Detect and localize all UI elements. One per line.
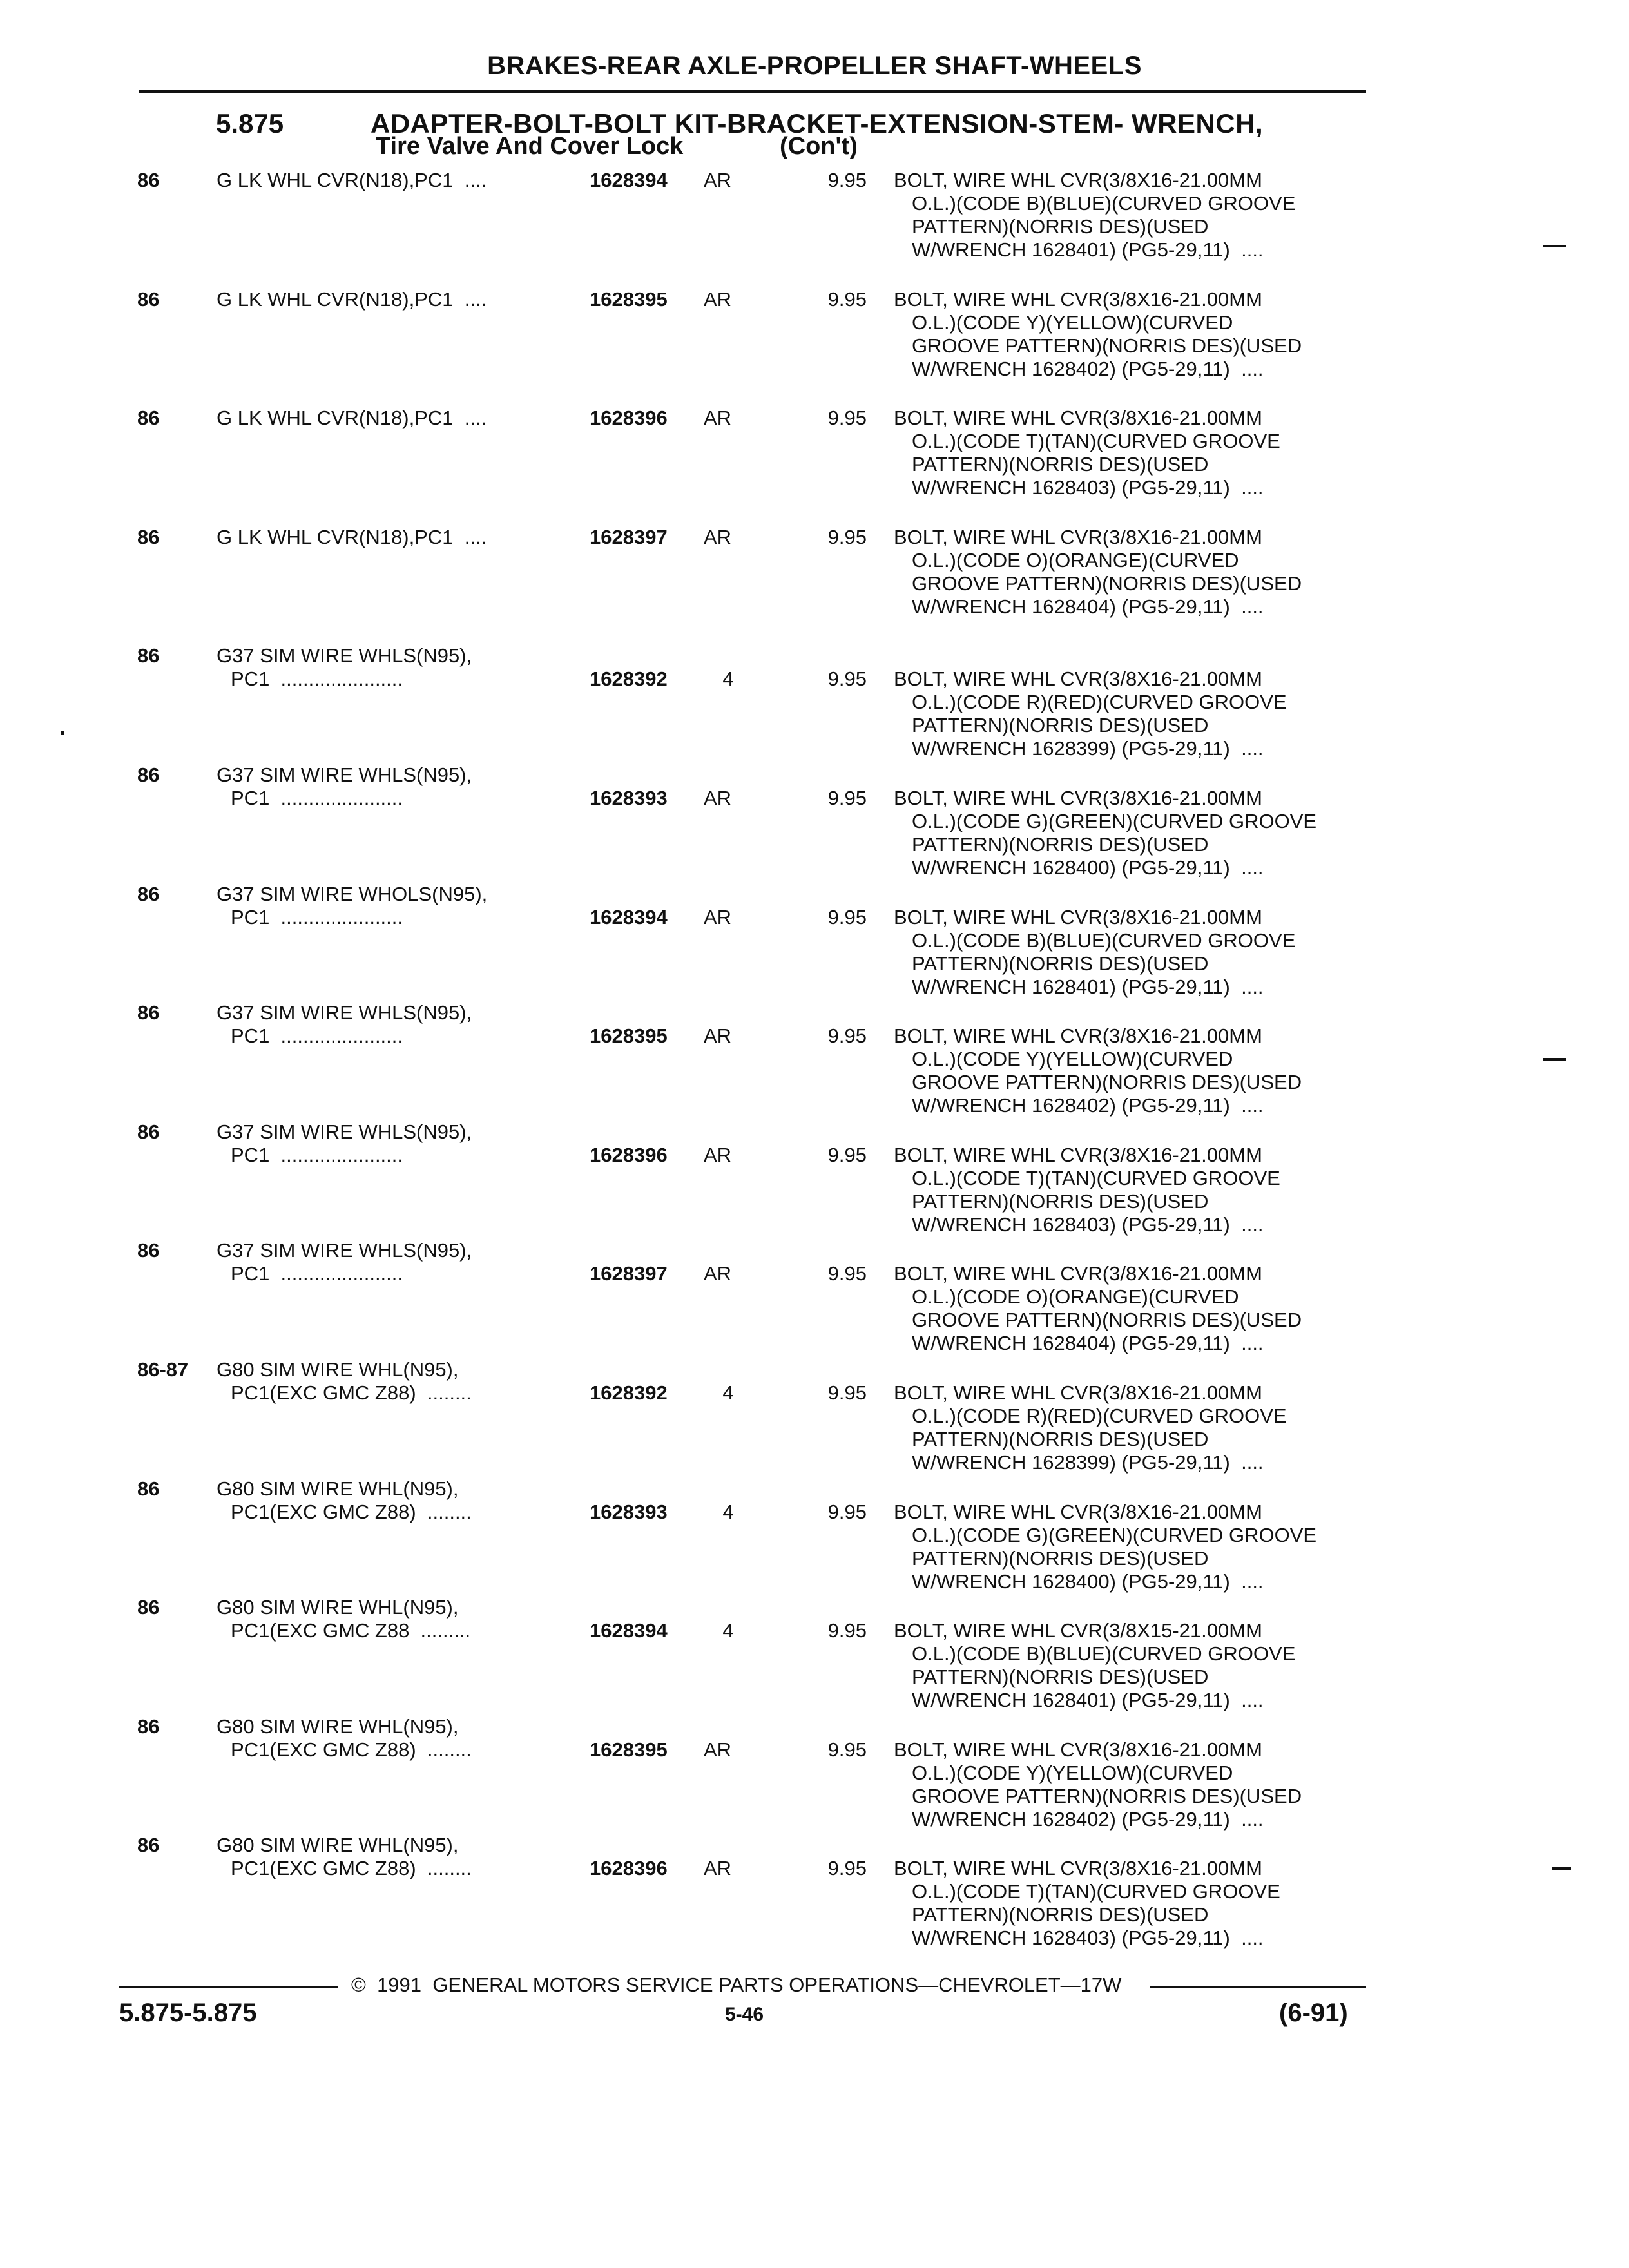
description-line: BOLT, WIRE WHL CVR(3/8X16-21.00MM — [894, 287, 1262, 311]
margin-mark — [1543, 245, 1566, 247]
model-year: 86 — [137, 1477, 160, 1500]
quantity: AR — [704, 1024, 732, 1048]
quantity: AR — [704, 787, 732, 809]
description-line: W/WRENCH 1628403) (PG5-29,11) .... — [912, 1927, 1264, 1950]
description-line: BOLT, WIRE WHL CVR(3/8X16-21.00MM — [894, 1024, 1262, 1048]
section-continued: (Con't) — [780, 133, 858, 160]
part-description — [894, 1501, 1371, 1593]
section-number: 5.875 — [216, 108, 284, 139]
part-number: 1628396 — [590, 1143, 668, 1166]
quantity: 4 — [722, 668, 734, 691]
usage-text-continued: PC1(EXC GMC Z88) ........ — [231, 1381, 472, 1404]
part-description — [894, 169, 1371, 262]
model-year: 86 — [137, 1596, 160, 1619]
description-line: O.L.)(CODE G)(GREEN)(CURVED GROOVE — [912, 1523, 1317, 1546]
list-item — [0, 644, 1629, 760]
list-item — [0, 407, 1629, 517]
price: 9.95 — [827, 787, 867, 809]
description-line: O.L.)(CODE T)(TAN)(CURVED GROOVE — [912, 430, 1280, 453]
page-header-title: BRAKES-REAR AXLE-PROPELLER SHAFT-WHEELS — [487, 52, 1142, 80]
usage-text-continued: PC1 ...................... — [231, 1024, 403, 1048]
price: 9.95 — [827, 1262, 867, 1285]
usage-text: G37 SIM WIRE WHLS(N95), — [217, 1120, 472, 1143]
margin-mark — [1552, 1867, 1571, 1870]
usage-text-continued: PC1(EXC GMC Z88 ......... — [231, 1619, 471, 1642]
part-number: 1628392 — [590, 668, 668, 691]
description-line: O.L.)(CODE R)(RED)(CURVED GROOVE — [912, 1405, 1287, 1427]
margin-mark — [1543, 1058, 1566, 1061]
quantity: AR — [704, 1262, 732, 1285]
model-year: 86 — [137, 644, 160, 668]
usage-text: G LK WHL CVR(N18),PC1 .... — [217, 287, 487, 311]
usage-text: G80 SIM WIRE WHL(N95), — [217, 1358, 459, 1381]
footer-copyright: © 1991 GENERAL MOTORS SERVICE PARTS OPERATIONS—CHEVROLET—17W — [351, 1974, 1122, 1996]
description-line: PATTERN)(NORRIS DES)(USED — [912, 1428, 1209, 1450]
description-line: O.L.)(CODE T)(TAN)(CURVED GROOVE — [912, 1166, 1280, 1189]
description-line: BOLT, WIRE WHL CVR(3/8X16-21.00MM — [894, 668, 1262, 691]
list-item — [0, 1001, 1629, 1117]
price: 9.95 — [827, 1143, 867, 1166]
model-year: 86 — [137, 407, 160, 430]
description-line: O.L.)(CODE Y)(YELLOW)(CURVED — [912, 1761, 1233, 1784]
usage-text: G80 SIM WIRE WHL(N95), — [217, 1596, 459, 1619]
description-line: PATTERN)(NORRIS DES)(USED — [912, 952, 1209, 975]
part-number: 1628396 — [590, 1857, 668, 1880]
usage-text: G LK WHL CVR(N18),PC1 .... — [217, 407, 487, 430]
price: 9.95 — [827, 407, 867, 430]
part-number: 1628397 — [590, 525, 668, 548]
quantity: 4 — [722, 1500, 734, 1523]
model-year: 86 — [137, 169, 160, 191]
part-description — [894, 906, 1371, 999]
description-line: PATTERN)(NORRIS DES)(USED — [912, 215, 1209, 238]
usage-text: G37 SIM WIRE WHLS(N95), — [217, 764, 472, 786]
usage-text-continued: PC1 ...................... — [231, 668, 403, 691]
part-description — [894, 1738, 1371, 1831]
description-line: PATTERN)(NORRIS DES)(USED — [912, 1189, 1209, 1213]
part-number: 1628394 — [590, 1619, 668, 1642]
usage-text: G37 SIM WIRE WHLS(N95), — [217, 1239, 472, 1262]
description-line: PATTERN)(NORRIS DES)(USED — [912, 1903, 1209, 1927]
quantity: AR — [704, 525, 732, 548]
description-line: W/WRENCH 1628404) (PG5-29,11) .... — [912, 1332, 1264, 1355]
list-item — [0, 882, 1629, 998]
footer-section-range: 5.875-5.875 — [119, 1999, 257, 2027]
description-line: GROOVE PATTERN)(NORRIS DES)(USED — [912, 1309, 1302, 1332]
quantity: AR — [704, 169, 732, 191]
part-description — [894, 787, 1371, 879]
part-description — [894, 288, 1371, 381]
usage-text: G80 SIM WIRE WHL(N95), — [217, 1477, 459, 1500]
usage-text: G80 SIM WIRE WHL(N95), — [217, 1715, 459, 1738]
quantity: 4 — [722, 1619, 734, 1642]
part-description — [894, 1024, 1371, 1117]
usage-text-continued: PC1(EXC GMC Z88) ........ — [231, 1738, 472, 1761]
description-line: GROOVE PATTERN)(NORRIS DES)(USED — [912, 1071, 1302, 1094]
description-line: O.L.)(CODE Y)(YELLOW)(CURVED — [912, 1048, 1233, 1071]
description-line: GROOVE PATTERN)(NORRIS DES)(USED — [912, 334, 1302, 357]
part-number: 1628397 — [590, 1262, 668, 1285]
footer-rule-right — [1150, 1986, 1366, 1988]
price: 9.95 — [827, 905, 867, 928]
part-description — [894, 407, 1371, 499]
quantity: AR — [704, 407, 732, 430]
list-item — [0, 1834, 1629, 1950]
part-description — [894, 1857, 1371, 1950]
description-line: O.L.)(CODE B)(BLUE)(CURVED GROOVE — [912, 192, 1296, 215]
list-item — [0, 1715, 1629, 1831]
model-year: 86 — [137, 525, 160, 548]
list-item — [0, 1477, 1629, 1593]
list-item — [0, 526, 1629, 637]
description-line: O.L.)(CODE G)(GREEN)(CURVED GROOVE — [912, 810, 1317, 832]
description-line: W/WRENCH 1628401) (PG5-29,11) .... — [912, 238, 1264, 261]
usage-text: G37 SIM WIRE WHOLS(N95), — [217, 882, 488, 905]
price: 9.95 — [827, 1857, 867, 1880]
description-line: W/WRENCH 1628402) (PG5-29,11) .... — [912, 1094, 1264, 1117]
price: 9.95 — [827, 1619, 867, 1642]
description-line: PATTERN)(NORRIS DES)(USED — [912, 1546, 1209, 1570]
usage-text-continued: PC1 ...................... — [231, 905, 403, 928]
price: 9.95 — [827, 169, 867, 191]
description-line: PATTERN)(NORRIS DES)(USED — [912, 714, 1209, 737]
description-line: O.L.)(CODE T)(TAN)(CURVED GROOVE — [912, 1880, 1280, 1903]
description-line: O.L.)(CODE B)(BLUE)(CURVED GROOVE — [912, 1642, 1296, 1666]
description-line: O.L.)(CODE B)(BLUE)(CURVED GROOVE — [912, 928, 1296, 952]
list-item — [0, 1239, 1629, 1355]
description-line: BOLT, WIRE WHL CVR(3/8X16-21.00MM — [894, 1143, 1262, 1166]
header-rule — [139, 90, 1366, 93]
description-line: W/WRENCH 1628401) (PG5-29,11) .... — [912, 1689, 1264, 1712]
part-number: 1628392 — [590, 1381, 668, 1404]
quantity: AR — [704, 1143, 732, 1166]
description-line: GROOVE PATTERN)(NORRIS DES)(USED — [912, 1784, 1302, 1807]
description-line: W/WRENCH 1628403) (PG5-29,11) .... — [912, 476, 1264, 499]
description-line: W/WRENCH 1628399) (PG5-29,11) .... — [912, 737, 1264, 760]
footer-date-code: (6-91) — [1279, 1999, 1348, 2027]
description-line: W/WRENCH 1628404) (PG5-29,11) .... — [912, 595, 1264, 618]
description-line: W/WRENCH 1628400) (PG5-29,11) .... — [912, 856, 1264, 879]
description-line: O.L.)(CODE R)(RED)(CURVED GROOVE — [912, 691, 1287, 714]
description-line: W/WRENCH 1628399) (PG5-29,11) .... — [912, 1451, 1264, 1474]
part-description — [894, 668, 1371, 760]
part-description — [894, 1381, 1371, 1474]
description-line: BOLT, WIRE WHL CVR(3/8X16-21.00MM — [894, 905, 1262, 928]
part-description — [894, 526, 1371, 619]
quantity: AR — [704, 1857, 732, 1880]
list-item — [0, 1358, 1629, 1474]
part-description — [894, 1619, 1371, 1712]
footer-rule-left — [119, 1986, 338, 1988]
description-line: W/WRENCH 1628403) (PG5-29,11) .... — [912, 1213, 1264, 1236]
model-year: 86 — [137, 1120, 160, 1143]
description-line: W/WRENCH 1628402) (PG5-29,11) .... — [912, 357, 1264, 380]
usage-text-continued: PC1 ...................... — [231, 787, 403, 809]
price: 9.95 — [827, 668, 867, 691]
list-item — [0, 1596, 1629, 1712]
price: 9.95 — [827, 525, 867, 548]
price: 9.95 — [827, 1024, 867, 1048]
description-line: BOLT, WIRE WHL CVR(3/8X16-21.00MM — [894, 525, 1262, 548]
model-year: 86-87 — [137, 1358, 189, 1381]
description-line: BOLT, WIRE WHL CVR(3/8X16-21.00MM — [894, 169, 1262, 191]
description-line: O.L.)(CODE O)(ORANGE)(CURVED — [912, 548, 1239, 572]
usage-text: G37 SIM WIRE WHLS(N95), — [217, 1001, 472, 1024]
description-line: PATTERN)(NORRIS DES)(USED — [912, 833, 1209, 856]
part-number: 1628395 — [590, 1024, 668, 1048]
model-year: 86 — [137, 1715, 160, 1738]
description-line: BOLT, WIRE WHL CVR(3/8X16-21.00MM — [894, 1857, 1262, 1880]
part-number: 1628395 — [590, 1738, 668, 1761]
description-line: O.L.)(CODE Y)(YELLOW)(CURVED — [912, 311, 1233, 334]
price: 9.95 — [827, 1500, 867, 1523]
price: 9.95 — [827, 287, 867, 311]
usage-text: G80 SIM WIRE WHL(N95), — [217, 1834, 459, 1857]
model-year: 86 — [137, 287, 160, 311]
description-line: O.L.)(CODE O)(ORANGE)(CURVED — [912, 1285, 1239, 1309]
description-line: PATTERN)(NORRIS DES)(USED — [912, 1666, 1209, 1689]
price: 9.95 — [827, 1381, 867, 1404]
model-year: 86 — [137, 1001, 160, 1024]
footer-page-number: 5-46 — [725, 2004, 764, 2025]
description-line: BOLT, WIRE WHL CVR(3/8X16-21.00MM — [894, 1738, 1262, 1761]
usage-text: G LK WHL CVR(N18),PC1 .... — [217, 525, 487, 548]
usage-text: G37 SIM WIRE WHLS(N95), — [217, 644, 472, 668]
list-item — [0, 764, 1629, 879]
description-line: BOLT, WIRE WHL CVR(3/8X16-21.00MM — [894, 787, 1262, 809]
quantity: AR — [704, 1738, 732, 1761]
model-year: 86 — [137, 1239, 160, 1262]
usage-text-continued: PC1 ...................... — [231, 1143, 403, 1166]
list-item — [0, 169, 1629, 280]
section-subtitle: Tire Valve And Cover Lock — [376, 133, 684, 160]
description-line: PATTERN)(NORRIS DES)(USED — [912, 453, 1209, 476]
usage-text-continued: PC1(EXC GMC Z88) ........ — [231, 1500, 472, 1523]
usage-text-continued: PC1(EXC GMC Z88) ........ — [231, 1857, 472, 1880]
description-line: W/WRENCH 1628402) (PG5-29,11) .... — [912, 1807, 1264, 1831]
part-number: 1628393 — [590, 1500, 668, 1523]
description-line: BOLT, WIRE WHL CVR(3/8X16-21.00MM — [894, 1500, 1262, 1523]
description-line: BOLT, WIRE WHL CVR(3/8X16-21.00MM — [894, 1381, 1262, 1404]
quantity: 4 — [722, 1381, 734, 1404]
part-description — [894, 1144, 1371, 1236]
quantity: AR — [704, 287, 732, 311]
part-number: 1628394 — [590, 169, 668, 191]
section-title: ADAPTER-BOLT-BOLT KIT-BRACKET-EXTENSION-STEM- WRENCH, — [371, 108, 1264, 139]
description-line: GROOVE PATTERN)(NORRIS DES)(USED — [912, 572, 1302, 595]
description-line: BOLT, WIRE WHL CVR(3/8X16-21.00MM — [894, 1262, 1262, 1285]
description-line: W/WRENCH 1628401) (PG5-29,11) .... — [912, 975, 1264, 998]
part-number: 1628393 — [590, 787, 668, 809]
model-year: 86 — [137, 1834, 160, 1857]
quantity: AR — [704, 905, 732, 928]
part-number: 1628396 — [590, 407, 668, 430]
model-year: 86 — [137, 764, 160, 786]
model-year: 86 — [137, 882, 160, 905]
description-line: BOLT, WIRE WHL CVR(3/8X15-21.00MM — [894, 1619, 1262, 1642]
part-number: 1628395 — [590, 287, 668, 311]
usage-text-continued: PC1 ...................... — [231, 1262, 403, 1285]
part-description — [894, 1262, 1371, 1355]
usage-text: G LK WHL CVR(N18),PC1 .... — [217, 169, 487, 191]
list-item — [0, 288, 1629, 399]
price: 9.95 — [827, 1738, 867, 1761]
description-line: BOLT, WIRE WHL CVR(3/8X16-21.00MM — [894, 407, 1262, 430]
part-number: 1628394 — [590, 905, 668, 928]
list-item — [0, 1120, 1629, 1236]
description-line: W/WRENCH 1628400) (PG5-29,11) .... — [912, 1570, 1264, 1593]
margin-dot — [61, 731, 64, 735]
